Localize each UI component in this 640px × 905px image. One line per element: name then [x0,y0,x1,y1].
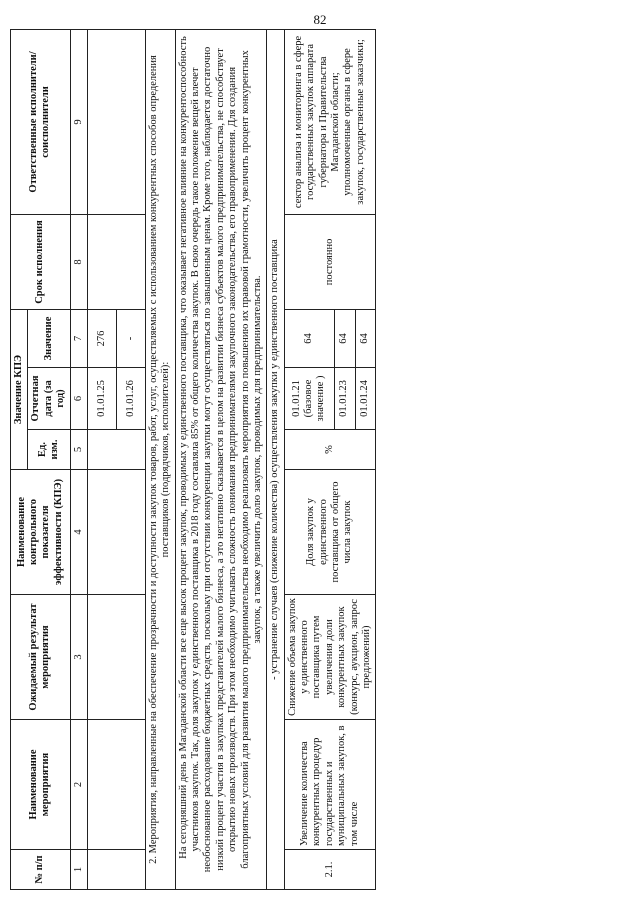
kpi-unit: % [284,430,376,470]
measure-name: Увеличение количества конкурентных процедур государственных и муниципальных закупок, в том числе [284,720,376,850]
section-paragraph: На сегодняшний день в Магаданской области все еще высок процент закупок, проводимых у единственного поставщика, что оказывает негативное влияние на конкурентоспособность участников закупок. Так, доля закупок у единственного поставщика в 2018 году составляла 85% от общего количества закупок. В свою очередь такое положение вещей влечет необоснованное расходование бюджетных средств, поскольку при отсутствии конкуренции закупки могут осуществляться по завышенным ценам. Кроме того, наблюдается достаточно низкий процент участия в закупках представителей малого бизнеса, а это негативно сказывается в целом на развитии бизнеса субъектов малого предпринимательства, не способствует открытию новых производств. При этом необходимо учитывать сложность понимания предпринимателями закупочного законодательства, его правоприменения. Для создания благоприятных условий для развития малого предпринимательства необходимо реализовать мероприятия по повышению их правовой грамотности, увеличить процент конкурентных закупок, а также увеличить долю закупок, проводимых для предпринимательства. [175,29,267,889]
section-title-row [145,29,175,889]
header-value: Значение [28,309,70,367]
report-date: 01.01.25 [87,368,116,430]
col-number: 7 [70,309,87,367]
kpi-name: Доля закупок у единственного поставщика от общего числа закупок [284,470,376,595]
report-value: - [116,309,145,367]
section-paragraph-row [175,29,267,889]
header-kpi: Наименование контрольного показателя эффективности (КПЭ) [11,470,71,595]
header-date: Отчетная дата (за год) [28,368,70,430]
col-number: 5 [70,430,87,470]
report-value: 276 [87,309,116,367]
report-date: 01.01.26 [116,368,145,430]
row-number: 2.1. [284,850,376,890]
subsection-row [267,29,284,889]
section-title: 2. Мероприятия, направленные на обеспечение прозрачности и доступности закупок товаров, работ, услуг, осуществляемых с использованием конкурентных способов определения поставщиков (подрядчиков, исполнителей): [145,29,175,889]
subsection-title: - устранение случаев (снижение количества) осуществления закупки у единственного поставщика [267,29,284,889]
table-row [284,29,334,889]
expected-result: Снижение объема закупок у единственного поставщика путем увеличения доли конкурентных закупок (конкурс, аукцион, запрос предложений) [284,595,376,720]
col-number: 4 [70,470,87,595]
table-row [87,29,116,889]
col-number: 9 [70,29,87,214]
col-number: 8 [70,214,87,309]
kpi-date: 01.01.21 (базовое значение ) [284,368,334,430]
header-responsible: Ответственные исполнители/ соисполнители [11,29,71,214]
term: постоянно [284,214,376,309]
header-num: № п/п [11,850,71,890]
header-row [11,29,28,889]
rotated-page [10,30,590,890]
page-number: 82 [313,12,327,27]
header-unit: Ед. изм. [28,430,70,470]
col-number: 2 [70,720,87,850]
kpi-value: 64 [355,309,376,367]
header-term: Срок исполнения [11,214,71,309]
col-number: 6 [70,368,87,430]
header-name: Наименование мероприятия [11,720,71,850]
col-number: 1 [70,850,87,890]
header-kpi-group: Значение КПЭ [11,309,28,469]
column-number-row [70,29,87,889]
col-number: 3 [70,595,87,720]
kpi-value: 64 [284,309,334,367]
kpi-date: 01.01.24 [355,368,376,430]
responsible: сектор анализа и мониторинга в сфере государственных закупок аппарата губернатора и Правительства Магаданской области; уполномоченные органы в сфере закупок, государственные заказчики; [284,29,376,214]
kpi-date: 01.01.23 [334,368,355,430]
kpi-value: 64 [334,309,355,367]
header-result: Ожидаемый результат мероприятия [11,595,71,720]
action-plan-table [10,29,376,890]
